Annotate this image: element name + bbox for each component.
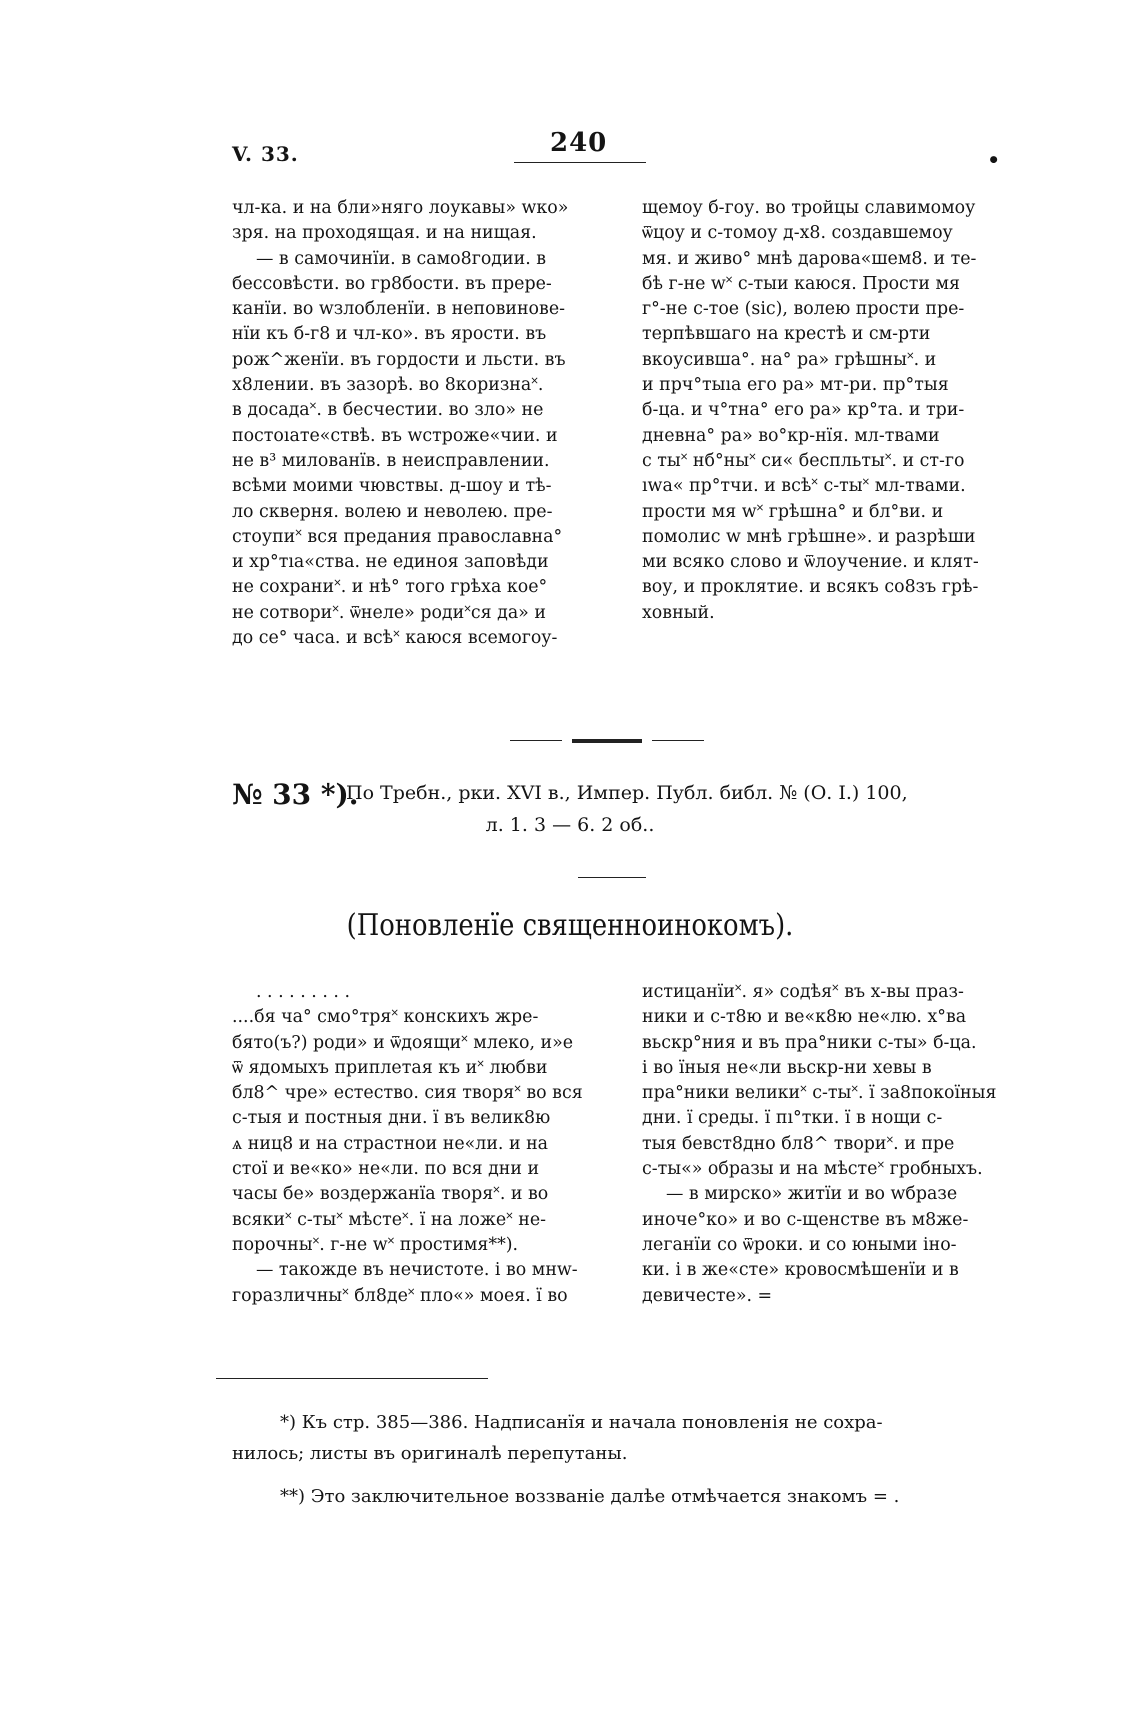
bottom-right-column bbox=[642, 980, 1022, 1309]
text-line: ми всяко слово и ѿлоучение. и клят- bbox=[642, 552, 979, 573]
text-line: х8лении. въ зазорѣ. во 8коризна˟. bbox=[232, 375, 544, 396]
text-line: не сотвори˟. ѿнеле» роди˟ся да» и bbox=[232, 602, 546, 623]
footnote-1-continued: нилось; листы въ оригиналѣ перепутаны. bbox=[232, 1443, 628, 1464]
text-line: до се° часа. и всѣ˟ каюся всемогоу- bbox=[232, 628, 558, 649]
text-line: всяки˟ с-ты˟ мѣсте˟. ї на ложе˟ не- bbox=[232, 1209, 547, 1230]
text-line: — в мирско» житїи и во wбразе bbox=[666, 1184, 958, 1205]
text-line: леганїи со ѿроки. и со юными іно- bbox=[642, 1234, 957, 1255]
text-line: не сохрани˟. и нѣ° того грѣха кое° bbox=[232, 577, 548, 598]
text-line: с ты˟ нб°ны˟ си« беспльты˟. и ст-го bbox=[642, 450, 965, 471]
text-line: вкоусивша°. на° ра» грѣшны˟. и bbox=[642, 349, 937, 370]
text-line: с-ты«» образы и на мѣсте˟ гробныхъ. bbox=[642, 1159, 983, 1180]
text-line: бессовѣсти. во гр8бости. въ прере- bbox=[232, 273, 552, 294]
top-right-column bbox=[642, 196, 1022, 626]
text-line: иноче°ко» и во с-щенстве въ м8же- bbox=[642, 1209, 969, 1230]
section-title: (Поновленїе священноинокомъ). bbox=[346, 908, 794, 943]
text-line: ники и с-т8ю и ве«к8ю не«лю. х°ва bbox=[642, 1007, 967, 1028]
text-line: с-тыя и постныя дни. ї въ велик8ю bbox=[232, 1108, 551, 1129]
text-line: . . . . . . . . . bbox=[256, 982, 350, 1002]
source-reference-folios: л. 1. 3 — 6. 2 об.. bbox=[485, 814, 655, 836]
text-line: ıwа« пр°тчи. и всѣ˟ с-ты˟ мл-твами. bbox=[642, 476, 966, 497]
text-line: б-ца. и ч°тна° его ра» кр°та. и три- bbox=[642, 400, 965, 421]
document-number: № 33 *). bbox=[232, 778, 359, 811]
text-line: тыя бевст8дно бл8^ твори˟. и пре bbox=[642, 1133, 955, 1154]
text-line: ѧ ниц8 и на страстнои не«ли. и на bbox=[232, 1133, 549, 1154]
section-mark: V. 33. bbox=[232, 142, 299, 166]
text-line: бл8^ чре» естество. сия творя˟ во вся bbox=[232, 1083, 583, 1104]
bottom-left-column bbox=[232, 980, 612, 1309]
footnote-1: *) Къ стр. 385—386. Надписанїя и начала поновленія не сохра- bbox=[280, 1412, 883, 1433]
title-rule bbox=[578, 877, 646, 878]
text-line: вьскр°ния и въ пра°ники с-ты» б-ца. bbox=[642, 1032, 977, 1053]
text-line: і во їныя не«ли вьскр-ни хевы в bbox=[642, 1057, 932, 1078]
text-line: и прч°тыıа его ра» мт-ри. пр°тыя bbox=[642, 375, 949, 396]
text-line: канїи. во wзлобленїи. в неповиновe- bbox=[232, 299, 565, 320]
text-line: не в³ милованїв. в неисправлении. bbox=[232, 450, 550, 471]
text-line: — в самочинїи. в само8годии. в bbox=[256, 248, 547, 269]
text-line: ѿ ядомыхъ приплетая къ и˟ любви bbox=[232, 1057, 548, 1078]
text-line: дневна° ра» во°кр-нїя. мл-твами bbox=[642, 425, 940, 446]
footnote-2: **) Это заключительное воззванiе далѣе отмѣчается знакомъ = . bbox=[280, 1486, 900, 1507]
text-line: — такожде въ нечистоте. і во мнw- bbox=[256, 1260, 578, 1281]
text-line: г°-не с-тое (sic), волею прости пре- bbox=[642, 299, 965, 320]
text-line: зря. на проходящая. и на нищая. bbox=[232, 223, 537, 244]
text-line: часы бе» воздержанїа творя˟. и во bbox=[232, 1184, 549, 1205]
section-divider bbox=[0, 740, 1140, 744]
text-line: терпѣвшаго на крестѣ и см-рти bbox=[642, 324, 931, 345]
text-line: пра°ники велики˟ с-ты˟. ї за8покоїныя bbox=[642, 1083, 997, 1104]
text-line: помолис w мнѣ грѣшне». и разрѣши bbox=[642, 526, 976, 547]
text-line: ки. і в же«сте» кровосмѣшенїи и в bbox=[642, 1260, 959, 1281]
text-line: стоупи˟ вся предания православна° bbox=[232, 526, 563, 547]
text-line: бѣ г-не w˟ с-тыи каюся. Прости мя bbox=[642, 273, 961, 294]
text-line: нїи къ б-г8 и чл-ко». въ ярости. въ bbox=[232, 324, 547, 345]
top-left-column bbox=[232, 196, 612, 651]
text-line: ....бя ча° смо°тря˟ конскихъ жре- bbox=[232, 1007, 539, 1028]
text-line: щемоу б-гоу. во тройцы славимомоу bbox=[642, 198, 976, 218]
text-line: рож^женїи. въ гордости и льсти. въ bbox=[232, 349, 566, 370]
text-line: дни. ї среды. ї пı°тки. ї в нощи с- bbox=[642, 1108, 943, 1129]
text-line: мя. и живо° мнѣ дарова«шем8. и те- bbox=[642, 248, 977, 269]
text-line: порочны˟. г-не w˟ простимя**). bbox=[232, 1234, 519, 1255]
text-line: и хр°тıа«ства. не единоя заповѣди bbox=[232, 552, 549, 573]
source-reference: По Требн., рки. XVI в., Импер. Публ. библ. № (О. I.) 100, bbox=[346, 782, 908, 804]
footnote-rule bbox=[216, 1378, 488, 1379]
text-line: стої и ве«ко» не«ли. по вся дни и bbox=[232, 1159, 540, 1180]
text-line: горазличны˟ бл8де˟ пло«» моея. ї во bbox=[232, 1285, 568, 1306]
footnotes bbox=[232, 1407, 1022, 1512]
text-line: воу, и проклятие. и всякъ со8зъ грѣ- bbox=[642, 577, 979, 598]
text-line: бято(ъ?) роди» и ѿдоящи˟ млеко, и»е bbox=[232, 1032, 574, 1053]
text-line: в досада˟. в бесчестии. во зло» не bbox=[232, 400, 544, 421]
text-line: девичесте». = bbox=[642, 1285, 773, 1306]
text-line: истицанїи˟. я» содѣя˟ въ х-вы праз- bbox=[642, 982, 964, 1002]
text-line: ховный. bbox=[642, 602, 715, 623]
running-head bbox=[232, 128, 1002, 172]
page-number: 240 bbox=[550, 128, 608, 158]
corner-dot-mark: • bbox=[987, 148, 1000, 172]
text-line: постоıате«ствѣ. въ wстроже«чии. и bbox=[232, 425, 558, 446]
text-line: ѿцоу и с-томоу д-х8. создавшемоу bbox=[642, 223, 953, 244]
text-line: всѣми моими чювствы. д-шоу и тѣ- bbox=[232, 476, 552, 497]
text-line: ло скверня. волею и неволею. пре- bbox=[232, 501, 553, 522]
text-line: прости мя w˟ грѣшна° и бл°ви. и bbox=[642, 501, 944, 522]
text-line: чл-ка. и на бли»няго лоукавы» wко» bbox=[232, 198, 569, 218]
page-number-rule bbox=[514, 162, 646, 163]
